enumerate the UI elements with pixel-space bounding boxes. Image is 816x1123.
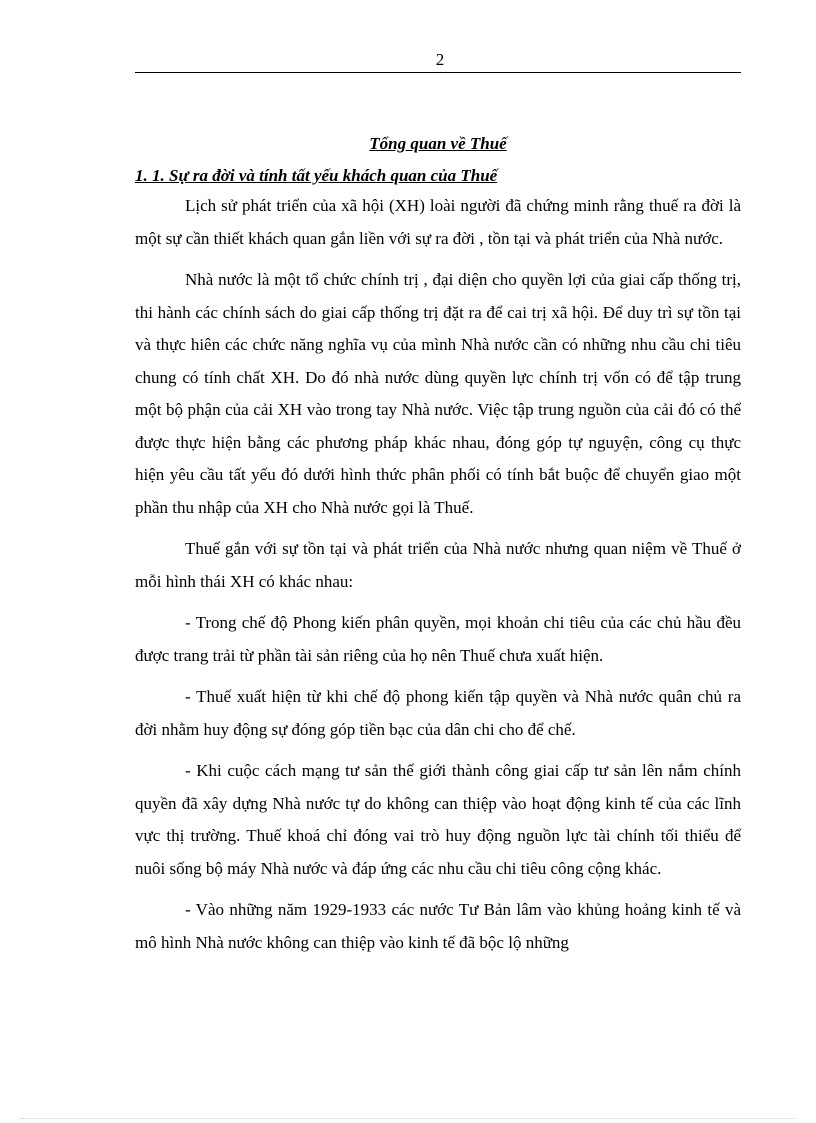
paragraph-history: Lịch sử phát triển của xã hội (XH) loài người đã chứng minh rằng thuế ra đời là một sự cần thiết khách quan gắn liền với sự ra đời , tồn tại và phát triển của Nhà nước.: [135, 196, 741, 248]
page-bottom-border: [20, 1118, 796, 1119]
list-item-bourgeois-revolution: - Khi cuộc cách mạng tư sản thế giới thành công giai cấp tư sản lên nắm chính quyền đã xây dựng Nhà nước tự do không can thiệp vào hoạt động kinh tế của các lĩnh vực thị trường. Thuế khoá chỉ đóng vai trò huy động nguồn lực tài chính tối thiểu để nuôi sống bộ máy Nhà nước và đáp ứng các nhu cầu chi tiêu công cộng khác.: [135, 761, 741, 878]
header-divider: [135, 72, 741, 73]
document-body: [135, 130, 741, 959]
list-item-feudal-centralized: - Thuế xuất hiện từ khi chế độ phong kiến tập quyền và Nhà nước quân chủ ra đời nhằm huy động sự đóng góp tiền bạc của dân chi cho để chế.: [135, 687, 741, 739]
document-title: Tổng quan về Thuế: [369, 134, 507, 153]
paragraph-state-definition: Nhà nước là một tổ chức chính trị , đại diện cho quyền lợi của giai cấp thống trị, thi hành các chính sách do giai cấp thống trị đặt ra để cai trị xã hội. Để duy trì sự tồn tại và thực hiên các chức năng nghĩa vụ của mình Nhà nước cần có những nhu cầu chi tiêu chung có tính chất XH. Do đó nhà nước dùng quyền lực chính trị vốn có để tập trung một bộ phận của cải XH vào trong tay Nhà nước. Việc tập trung nguồn của cải đó có thể được thực hiện bằng các phương pháp khác nhau, đóng góp tự nguyện, công cụ thực hiện yêu cầu tất yếu đó dưới hình thức phân phối có tính bắt buộc để chuyển giao một phần thu nhập của XH cho Nhà nước gọi là Thuế.: [135, 270, 741, 517]
list-item-great-depression: - Vào những năm 1929-1933 các nước Tư Bản lâm vào khủng hoảng kinh tế và mô hình Nhà nước không can thiệp vào kinh tế đã bộc lộ những: [135, 900, 741, 952]
paragraph-tax-concept: Thuế gắn với sự tồn tại và phát triển của Nhà nước nhưng quan niệm về Thuế ở mỗi hình thái XH có khác nhau:: [135, 539, 741, 591]
list-item-feudal-decentralized: - Trong chế độ Phong kiến phân quyền, mọi khoản chi tiêu của các chủ hầu đều được trang trải từ phần tài sản riêng của họ nên Thuế chưa xuất hiện.: [135, 613, 741, 665]
page-number: 2: [435, 50, 445, 69]
section-heading: 1. 1. Sự ra đời và tính tất yếu khách quan của Thuế: [135, 166, 498, 185]
